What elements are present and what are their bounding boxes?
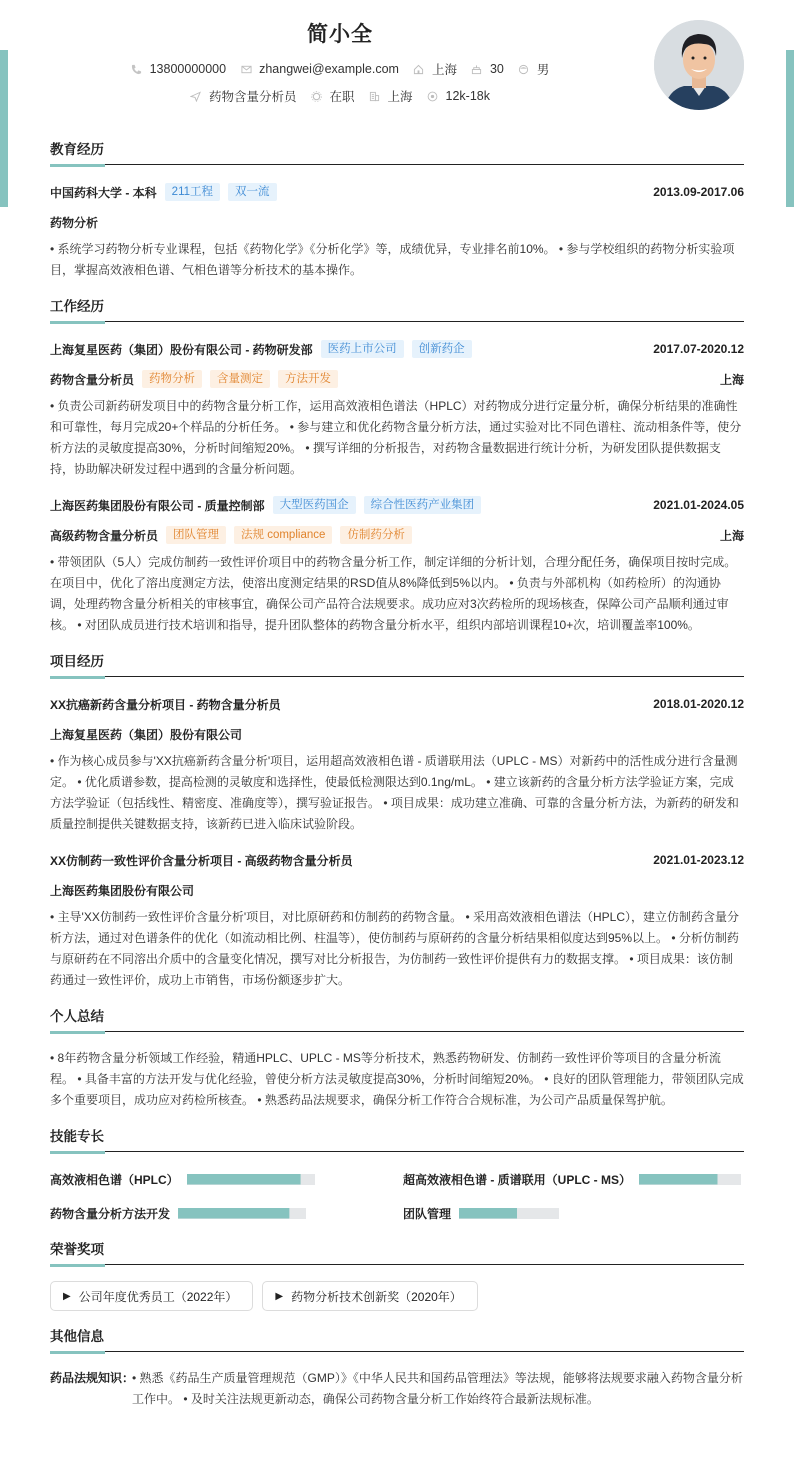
- major: 药物分析: [50, 215, 99, 230]
- work-desc: • 带领团队（5人）完成仿制药一致性评价项目中的药物含量分析工作，制定详细的分析计划，合理分配任务，确保项目按时完成。在项目中，优化了溶出度测定方法，使溶出度测定结果的RSD值从8%降低到5%以内。 • 负责与外部机构（如药检所）的沟通协调，处理药物含量分析相关的审核事宜，确保公司产品符合法规要求。成功应对3次药检所的现场核查，保障公司产品顺利通过审核。 • 对团队成员进行技术培训和指导，提升团队整体的药物含量分析水平，组织内部培训课程10+次，培训覆盖率100%。: [50, 555, 737, 632]
- position-tag: 含量测定: [210, 370, 270, 388]
- school-name: 中国药科大学 - 本科: [50, 185, 157, 200]
- resume-header: [0, 0, 794, 130]
- school-tag: 211工程: [165, 183, 220, 201]
- position-tag: 团队管理: [166, 526, 226, 544]
- company-tag: 医药上市公司: [321, 340, 404, 358]
- awards-list: [50, 1281, 744, 1311]
- skill-item: [50, 1168, 403, 1190]
- phone-icon: [131, 63, 143, 75]
- position-tag: 法规 compliance: [234, 526, 332, 544]
- target-position-value: 药物含量分析员: [208, 90, 297, 104]
- section-awards: [50, 1238, 744, 1325]
- position-tag: 药物分析: [142, 370, 202, 388]
- email-item: [240, 62, 399, 76]
- work-date: 2021.01-2024.05: [653, 498, 744, 512]
- other-item: [50, 1368, 744, 1410]
- work-date: 2017.07-2020.12: [653, 342, 744, 356]
- skill-bar: [639, 1174, 741, 1185]
- phone-value: 13800000000: [149, 62, 227, 76]
- project-header-row: [50, 693, 744, 715]
- skill-bar: [187, 1174, 315, 1185]
- section-other: [50, 1325, 744, 1410]
- project-date: 2021.01-2023.12: [653, 853, 744, 867]
- age-icon: [471, 63, 483, 75]
- award-item: [262, 1281, 477, 1311]
- project-item: [50, 693, 744, 835]
- section-education: [50, 138, 744, 295]
- triangle-right-icon: ▶: [63, 1290, 71, 1302]
- section-projects: [50, 650, 744, 1005]
- award-label: 药物分析技术创新奖（2020年）: [291, 1289, 462, 1304]
- job-intent-row: [0, 87, 680, 105]
- job-status-value: 在职: [329, 90, 355, 104]
- age-item: [471, 62, 504, 76]
- project-desc: • 作为核心成员参与'XX抗癌新药含量分析'项目，运用超高效液相色谱 - 质谱联用法（UPLC - MS）对新药中的活性成分进行含量测定。 • 优化质谱参数，提高检测的灵敏度和选择性，使最低检测限达到0.1ng/mL。 • 建立该新药的含量分析方法学验证方案，完成方法学验证（包括线性、精密度、准确度等），撰写验证报告。 • 项目成果：成功建立准确、可靠的含量分析方法，为新药的研发和质量控制提供关键数据支持，该新药已进入临床试验阶段。: [50, 754, 739, 831]
- section-title-awards: 荣誉奖项: [50, 1238, 744, 1265]
- position-tag: 方法开发: [278, 370, 338, 388]
- school-tag: 双一流: [228, 183, 277, 201]
- building-icon: [369, 90, 381, 102]
- work-location: 上海: [719, 528, 744, 543]
- project-desc: • 主导'XX仿制药一致性评价含量分析'项目，对比原研药和仿制药的药物含量。 • 采用高效液相色谱法（HPLC），建立仿制药含量分析方法，通过对色谱条件的优化（如流动相比例、柱温等），使仿制药与原研药的含量分析结果相似度达到95%以上。 • 分析仿制药与原研药在不同溶出介质中的含量变化情况，撰写对比分析报告，为仿制药一致性评价提供有力的数据支撑。 • 项目成果：该仿制药通过一致性评价，成功上市销售，市场份额逐步扩大。: [50, 910, 740, 987]
- position-name: 高级药物含量分析员: [50, 528, 159, 543]
- send-icon: [190, 90, 202, 102]
- phone-item: [131, 62, 226, 76]
- company-name: 上海复星医药（集团）股份有限公司 - 药物研发部: [50, 342, 313, 357]
- other-value: • 熟悉《药品生产质量管理规范（GMP）》《中华人民共和国药品管理法》等法规，能够将法规要求融入药物含量分析工作中。 • 及时关注法规更新动态，确保公司药物含量分析工作始终符合最新法规标准。: [132, 1371, 743, 1406]
- work-item: [50, 494, 744, 636]
- work-position-row: [50, 368, 744, 390]
- section-summary: [50, 1005, 744, 1125]
- city-value: 上海: [431, 63, 457, 77]
- gender-value: 男: [536, 63, 550, 77]
- company-name: 上海医药集团股份有限公司 - 质量控制部: [50, 498, 265, 513]
- skill-name: 药物含量分析方法开发: [50, 1206, 171, 1221]
- project-name: XX抗癌新药含量分析项目 - 药物含量分析员: [50, 697, 281, 712]
- section-title-projects: 项目经历: [50, 650, 744, 677]
- section-title-skills: 技能专长: [50, 1125, 744, 1152]
- gender-item: [518, 60, 550, 78]
- skill-name: 超高效液相色谱 - 质谱联用（UPLC - MS）: [403, 1172, 631, 1187]
- other-label: 药品法规知识：: [50, 1371, 135, 1385]
- work-item: [50, 338, 744, 480]
- education-date: 2013.09-2017.06: [653, 185, 744, 199]
- project-company: 上海医药集团股份有限公司: [50, 883, 195, 898]
- work-position-row: [50, 524, 744, 546]
- section-skills: [50, 1125, 744, 1238]
- project-name: XX仿制药一致性评价含量分析项目 - 高级药物含量分析员: [50, 853, 353, 868]
- salary-item: [427, 89, 490, 103]
- work-company-row: [50, 338, 744, 360]
- job-status-item: [311, 87, 355, 105]
- skill-name: 团队管理: [403, 1206, 452, 1221]
- target-city-value: 上海: [387, 90, 413, 104]
- skill-item: [50, 1202, 403, 1224]
- position-name: 药物含量分析员: [50, 372, 135, 387]
- gender-icon: [518, 63, 530, 75]
- skills-grid: [50, 1168, 744, 1224]
- skill-bar-fill: [459, 1208, 517, 1219]
- section-title-work: 工作经历: [50, 295, 744, 322]
- section-title-other: 其他信息: [50, 1325, 744, 1352]
- award-item: [50, 1281, 253, 1311]
- summary-desc: • 8年药物含量分析领域工作经验，精通HPLC、UPLC - MS等分析技术，熟悉药物研发、仿制药一致性评价等项目的含量分析流程。 • 具备丰富的方法开发与优化经验，曾使分析方法灵敏度提高30%，分析时间缩短20%。 • 良好的团队管理能力，带领团队完成多个重要项目，成功应对药检所核查。 • 熟悉药品法规要求，确保分析工作符合合规标准，为公司产品质量保驾护航。: [50, 1051, 744, 1107]
- project-header-row: [50, 849, 744, 871]
- award-label: 公司年度优秀员工（2022年）: [78, 1289, 238, 1304]
- salary-icon: [427, 90, 439, 102]
- company-tag: 综合性医药产业集团: [364, 496, 482, 514]
- candidate-name: 简小全: [307, 23, 373, 46]
- work-company-row: [50, 494, 744, 516]
- skill-item: [403, 1168, 744, 1190]
- company-tag: 创新药企: [412, 340, 472, 358]
- contact-row: [0, 60, 680, 78]
- age-value: 30: [489, 62, 504, 76]
- home-icon: [413, 63, 425, 75]
- education-header-row: [50, 181, 744, 203]
- resume-content: [50, 138, 744, 1410]
- project-company: 上海复星医药（集团）股份有限公司: [50, 727, 243, 742]
- position-tag: 仿制药分析: [340, 526, 412, 544]
- education-desc: • 系统学习药物分析专业课程，包括《药物化学》《分析化学》等，成绩优异，专业排名前10%。 • 参与学校组织的药物分析实验项目，掌握高效液相色谱、气相色谱等分析技术的基本操作。: [50, 242, 735, 277]
- work-location: 上海: [719, 372, 744, 387]
- skill-bar-fill: [187, 1174, 301, 1185]
- skill-bar-fill: [178, 1208, 289, 1219]
- section-title-education: 教育经历: [50, 138, 744, 165]
- work-desc: • 负责公司新药研发项目中的药物含量分析工作，运用高效液相色谱法（HPLC）对药物成分进行定量分析，确保分析结果的准确性和可靠性，每月完成20+个样品的分析任务。 • 参与建立和优化药物含量分析方法，通过实验对比不同色谱柱、流动相条件等，使分析方法的灵敏度提高30%，分析时间缩短20%。 • 撰写详细的分析报告，对药物含量数据进行统计分析，为研发团队提供数据支持，协助解决研发过程中遇到的含量分析问题。: [50, 399, 742, 476]
- avatar: [654, 20, 744, 110]
- project-item: [50, 849, 744, 991]
- triangle-right-icon: ▶: [275, 1290, 284, 1302]
- target-position-item: [190, 87, 297, 105]
- skill-name: 高效液相色谱（HPLC）: [50, 1172, 179, 1187]
- email-value: zhangwei@example.com: [259, 62, 399, 76]
- section-work: [50, 295, 744, 650]
- section-title-summary: 个人总结: [50, 1005, 744, 1032]
- city-item: [413, 60, 457, 78]
- target-city-item: [369, 87, 413, 105]
- status-icon: [311, 90, 323, 102]
- project-date: 2018.01-2020.12: [653, 697, 744, 711]
- mail-icon: [240, 63, 252, 75]
- company-tag: 大型医药国企: [273, 496, 356, 514]
- salary-value: 12k-18k: [445, 89, 491, 103]
- skill-bar-fill: [639, 1174, 718, 1185]
- skill-bar: [459, 1208, 559, 1219]
- skill-item: [403, 1202, 744, 1224]
- skill-bar: [178, 1208, 306, 1219]
